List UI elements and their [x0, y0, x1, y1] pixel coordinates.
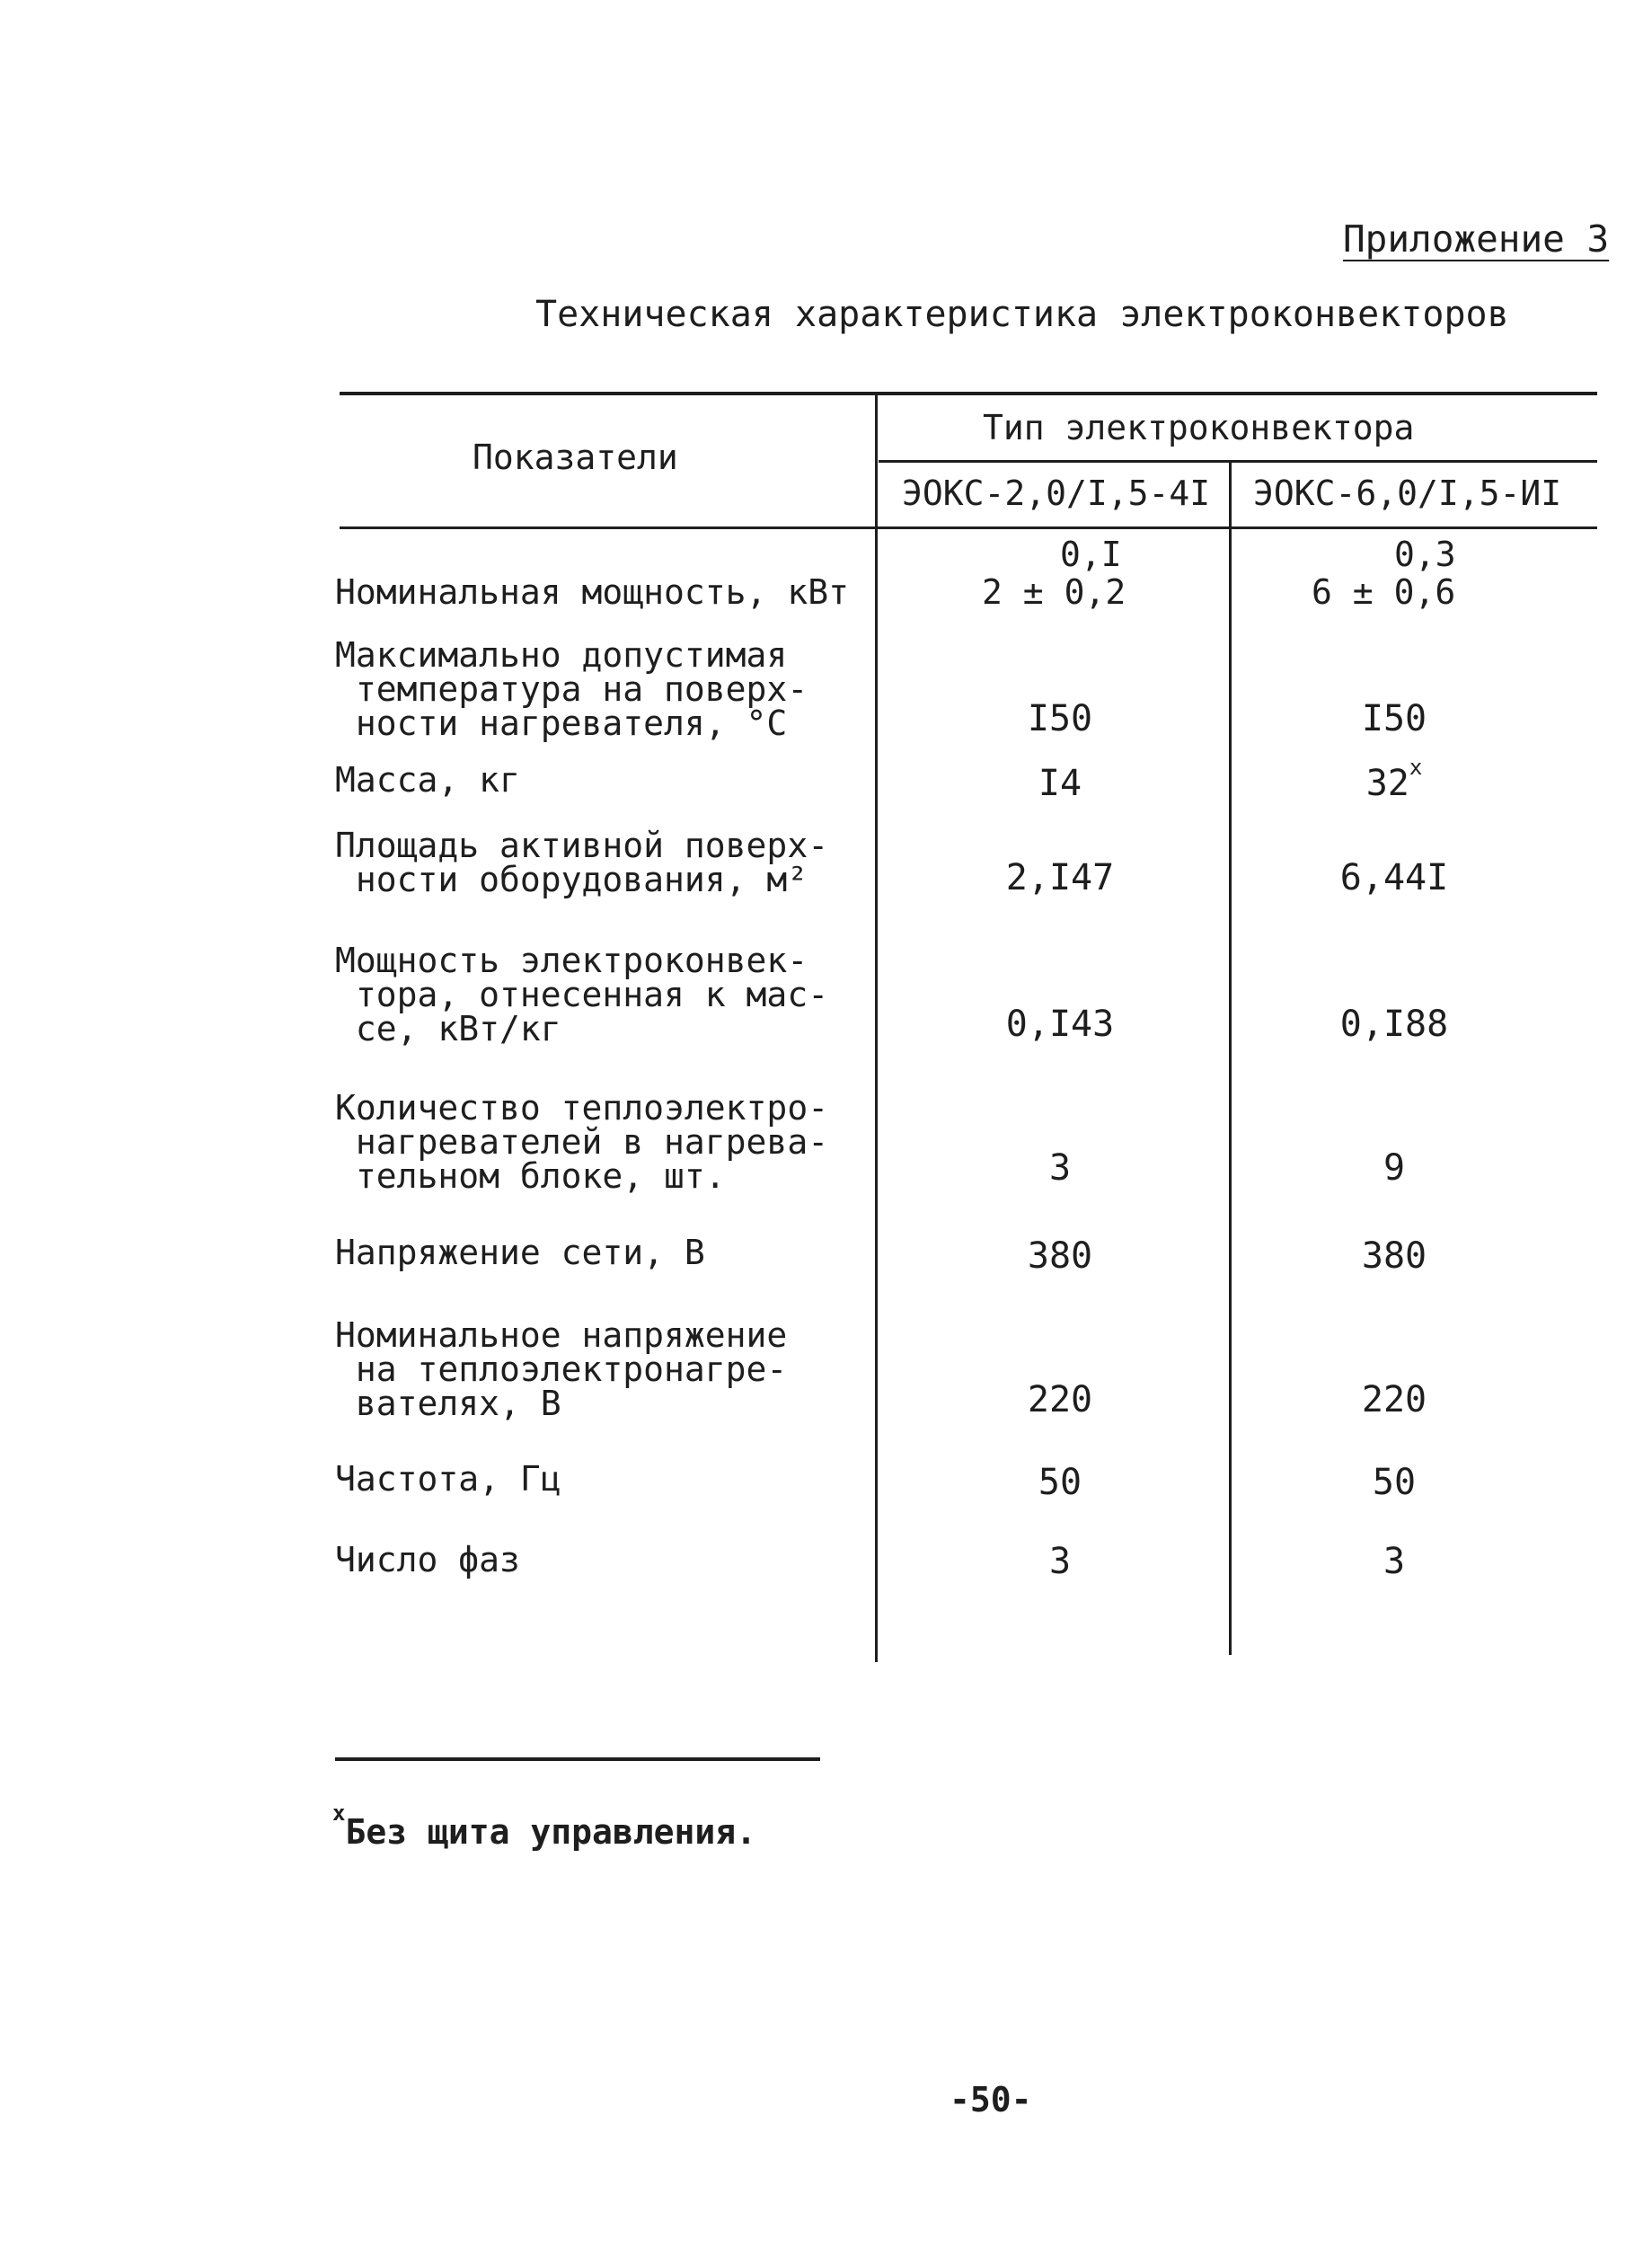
cell-value-text: 0,I43	[1005, 1004, 1115, 1045]
cell-value-col2	[1365, 755, 1423, 804]
rated-power-tolerance-lower-2: 0,6	[1393, 572, 1456, 612]
cell-value-col1	[1048, 1541, 1072, 1582]
cell-value-text: 0,I88	[1339, 1004, 1449, 1045]
cell-value-col2	[1372, 1462, 1417, 1503]
rated-power-tolerance-upper-1: 0,I	[1060, 535, 1122, 574]
cell-value-col1	[1038, 763, 1082, 804]
row-label: Номинальное напряжение на теплоэлектронагре- вателях, В	[335, 1315, 788, 1423]
cell-value-text: 380	[1361, 1235, 1427, 1277]
cell-value-text: 50	[1038, 1462, 1082, 1503]
cell-value-text: 3	[1383, 1541, 1406, 1582]
cell-value-col1	[1027, 698, 1093, 739]
type-header-rule	[879, 460, 1597, 463]
row-label: Максимально допустимая температура на поверх- ности нагревателя, °С	[335, 635, 808, 743]
cell-value-col1	[1027, 1235, 1093, 1277]
cell-value-col1	[1005, 1004, 1115, 1045]
cell-value-text: 9	[1383, 1147, 1406, 1189]
footnote-reference-marker: x	[1409, 755, 1423, 780]
table-top-rule	[340, 392, 1597, 395]
header-converter-type: Тип электроконвектора	[983, 408, 1415, 447]
rated-power-nominal-2: 6	[1312, 572, 1332, 612]
row-label: Число фаз	[335, 1540, 520, 1579]
rated-power-value-2	[1312, 572, 1456, 612]
cell-value-text: 6,44I	[1339, 857, 1449, 898]
cell-value-text: 50	[1372, 1462, 1417, 1503]
row-label: Масса, кг	[335, 760, 520, 800]
cell-value-col1	[1038, 1462, 1082, 1503]
plus-minus-sign-2: ±	[1352, 572, 1374, 612]
column-divider-1	[875, 394, 878, 1662]
footnote-marker: x	[332, 1800, 346, 1826]
row-label-rated-power: Номинальная мощность, кВт	[335, 572, 849, 612]
rated-power-tolerance-upper-2: 0,3	[1394, 535, 1456, 574]
cell-value-col2	[1361, 1235, 1427, 1277]
cell-value-text: 220	[1027, 1379, 1093, 1420]
cell-value-text: 220	[1361, 1379, 1427, 1420]
row-label: Частота, Гц	[335, 1459, 561, 1499]
rated-power-nominal-1: 2	[982, 572, 1003, 612]
cell-value-col2	[1339, 857, 1449, 898]
column-divider-2	[1229, 462, 1232, 1655]
cell-value-col2	[1339, 1004, 1449, 1045]
cell-value-text: 2,I47	[1005, 857, 1115, 898]
header-indicators: Показатели	[473, 438, 678, 477]
rated-power-tolerance-lower-1: 0,2	[1064, 572, 1126, 612]
cell-value-col2	[1383, 1147, 1406, 1189]
row-label: Напряжение сети, В	[335, 1233, 705, 1272]
cell-value-col1	[1005, 857, 1115, 898]
cell-value-col1	[1027, 1379, 1093, 1420]
cell-value-text: I4	[1038, 763, 1082, 804]
rated-power-value-1	[982, 572, 1126, 612]
cell-value-col1	[1048, 1147, 1072, 1189]
cell-value-text: I50	[1361, 698, 1427, 739]
footnote	[332, 1800, 757, 1852]
cell-value-col2	[1383, 1541, 1406, 1582]
header-model-2: ЭОКС-6,0/I,5-ИI	[1253, 473, 1562, 513]
cell-value-text: 3	[1048, 1147, 1072, 1189]
row-label: Мощность электроконвек- тора, отнесенная к мас- се, кВт/кг	[335, 941, 829, 1048]
page-number: -50-	[950, 2080, 1032, 2119]
footnote-text: Без щита управления.	[345, 1812, 757, 1852]
footnote-rule	[335, 1757, 820, 1761]
document-title: Техническая характеристика электроконвекторов	[535, 294, 1509, 335]
row-label: Количество теплоэлектро- нагревателей в нагрева- тельном блоке, шт.	[335, 1088, 829, 1196]
header-model-1: ЭОКС-2,0/I,5-4I	[902, 473, 1211, 513]
row-label: Площадь активной поверх- ности оборудования, м²	[335, 826, 829, 899]
cell-value-col2	[1361, 698, 1427, 739]
cell-value-text: 32	[1365, 763, 1409, 804]
cell-value-col2	[1361, 1379, 1427, 1420]
appendix-label: Приложение 3	[1343, 217, 1610, 261]
header-bottom-rule	[340, 526, 1597, 529]
cell-value-text: 380	[1027, 1235, 1093, 1277]
plus-minus-sign-1: ±	[1022, 572, 1044, 612]
cell-value-text: 3	[1048, 1541, 1072, 1582]
cell-value-text: I50	[1027, 698, 1093, 739]
